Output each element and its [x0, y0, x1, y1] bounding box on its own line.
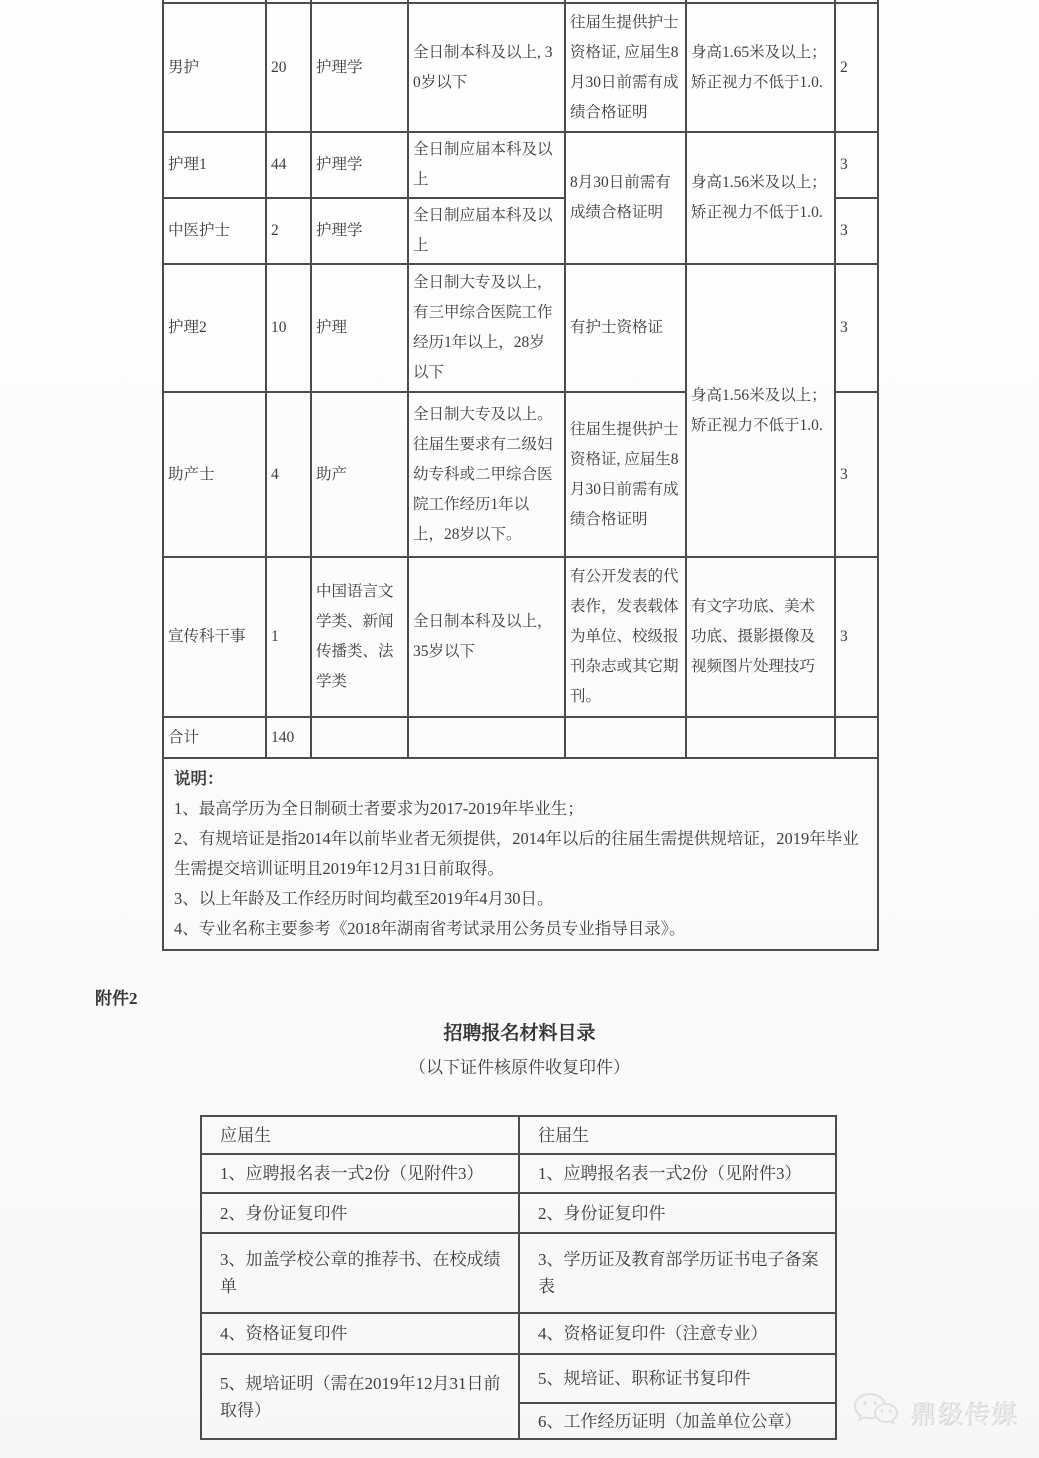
header-fresh-graduates: 应届生: [201, 1116, 519, 1154]
cell-empty: [311, 717, 408, 758]
fresh-item-merged: 5、规培证明（需在2019年12月31日前取得）: [201, 1354, 519, 1439]
note-item: 2、有规培证是指2014年以前毕业者无须提供，2014年以后的往届生需提供规培证，2019年毕业生需提交培训证明且2019年12月31日前取得。: [174, 829, 859, 878]
cell-empty: [835, 717, 878, 758]
materials-row: [201, 1354, 836, 1403]
table-row-nursing2: [163, 264, 878, 392]
cell-education: 全日制大专及以上。往届生要求有二级妇幼专科或二甲综合医院工作经历1年以上，28岁以下。: [408, 392, 565, 557]
table-row-notes: [163, 758, 878, 950]
cell-certificate: 有公开发表的代表作，发表载体为单位、校级报刊杂志或其它期刊。: [565, 557, 686, 717]
watermark: [852, 1390, 1018, 1433]
cell-ratio: 2: [835, 3, 878, 132]
cell-count: 1: [266, 557, 311, 717]
note-item: 4、专业名称主要参考《2018年湖南省考试录用公务员专业指导目录》。: [174, 919, 686, 938]
cell-empty: [408, 717, 565, 758]
cell-count: 10: [266, 264, 311, 392]
materials-header-row: [201, 1116, 836, 1154]
materials-row: [201, 1193, 836, 1233]
previous-item: 2、身份证复印件: [519, 1193, 836, 1233]
cell-major: 护理学: [311, 132, 408, 198]
previous-item: 3、学历证及教育部学历证书电子备案表: [519, 1233, 836, 1313]
previous-item: 4、资格证复印件（注意专业）: [519, 1313, 836, 1354]
cell-education: 全日制应届本科及以上: [408, 198, 565, 264]
fresh-item: 1、应聘报名表一式2份（见附件3）: [201, 1154, 519, 1193]
fresh-item: 2、身份证复印件: [201, 1193, 519, 1233]
cell-total-label: 合计: [163, 717, 266, 758]
attachment2-subtitle: （以下证件核原件收复印件）: [409, 1058, 630, 1077]
fresh-item: 3、加盖学校公章的推荐书、在校成绩单: [201, 1233, 519, 1313]
note-item: 3、以上年龄及工作经历时间均截至2019年4月30日。: [174, 889, 554, 908]
cell-ratio: 3: [835, 557, 878, 717]
watermark-text: 鼎级传媒: [910, 1400, 1019, 1428]
cell-physical: 身高1.65米及以上；矫正视力不低于1.0.: [686, 3, 835, 132]
header-previous-graduates: 往届生: [519, 1116, 836, 1154]
cell-empty: [686, 717, 835, 758]
cell-position: 男护: [163, 3, 266, 132]
cell-position: 助产士: [163, 392, 266, 557]
cell-empty: [565, 717, 686, 758]
attachment2-label: 附件2: [95, 989, 138, 1008]
previous-item: 1、应聘报名表一式2份（见附件3）: [519, 1154, 836, 1193]
cell-total-count: 140: [266, 717, 311, 758]
cell-ratio: 3: [835, 198, 878, 264]
cell-ratio: 3: [835, 392, 878, 557]
cell-major: 中国语言文学类、新闻传播类、法学类: [311, 557, 408, 717]
cell-major: 护理学: [311, 3, 408, 132]
materials-row: [201, 1154, 836, 1193]
recruit-table: [162, 0, 879, 951]
materials-table: [200, 1115, 837, 1440]
cell-education: 全日制本科及以上，35岁以下: [408, 557, 565, 717]
cell-education: 全日制应届本科及以上: [408, 132, 565, 198]
cell-position: 护理1: [163, 132, 266, 198]
cell-count: 44: [266, 132, 311, 198]
fresh-item: 4、资格证复印件: [201, 1313, 519, 1354]
cell-physical-merged: 身高1.56米及以上；矫正视力不低于1.0.: [686, 264, 835, 557]
cell-ratio: 3: [835, 132, 878, 198]
cell-position: 护理2: [163, 264, 266, 392]
table-row-male-nurse: [163, 3, 878, 132]
notes-title: 说明：: [174, 769, 224, 788]
note-item: 1、最高学历为全日制硕士者要求为2017-2019年毕业生；: [174, 799, 584, 818]
cell-education: 全日制大专及以上，有三甲综合医院工作经历1年以上，28岁以下: [408, 264, 565, 392]
previous-item: 5、规培证、职称证书复印件: [519, 1354, 836, 1403]
cell-certificate: 有护士资格证: [565, 264, 686, 392]
cell-education: 全日制本科及以上, 30岁以下: [408, 3, 565, 132]
cell-count: 4: [266, 392, 311, 557]
cell-major: 护理学: [311, 198, 408, 264]
cell-position: 中医护士: [163, 198, 266, 264]
cell-physical-merged: 身高1.56米及以上；矫正视力不低于1.0.: [686, 132, 835, 264]
wechat-icon: [852, 1390, 900, 1433]
table-row-nursing1: [163, 132, 878, 198]
cell-count: 2: [266, 198, 311, 264]
cell-major: 助产: [311, 392, 408, 557]
notes-cell: [163, 758, 878, 950]
table-row-total: [163, 717, 878, 758]
cell-major: 护理: [311, 264, 408, 392]
table-row-publicity-clerk: [163, 557, 878, 717]
cell-certificate: 往届生提供护士资格证, 应届生8月30日前需有成绩合格证明: [565, 3, 686, 132]
cell-ratio: 3: [835, 264, 878, 392]
materials-row: [201, 1233, 836, 1313]
cell-position: 宣传科干事: [163, 557, 266, 717]
cell-certificate: 往届生提供护士资格证, 应届生8月30日前需有成绩合格证明: [565, 392, 686, 557]
attachment2-title: 招聘报名材料目录: [443, 1023, 596, 1044]
cell-count: 20: [266, 3, 311, 132]
cell-certificate-merged: 8月30日前需有成绩合格证明: [565, 132, 686, 264]
cell-physical: 有文字功底、美术功底、摄影摄像及视频图片处理技巧: [686, 557, 835, 717]
previous-item: 6、工作经历证明（加盖单位公章）: [519, 1403, 836, 1439]
materials-row: [201, 1313, 836, 1354]
